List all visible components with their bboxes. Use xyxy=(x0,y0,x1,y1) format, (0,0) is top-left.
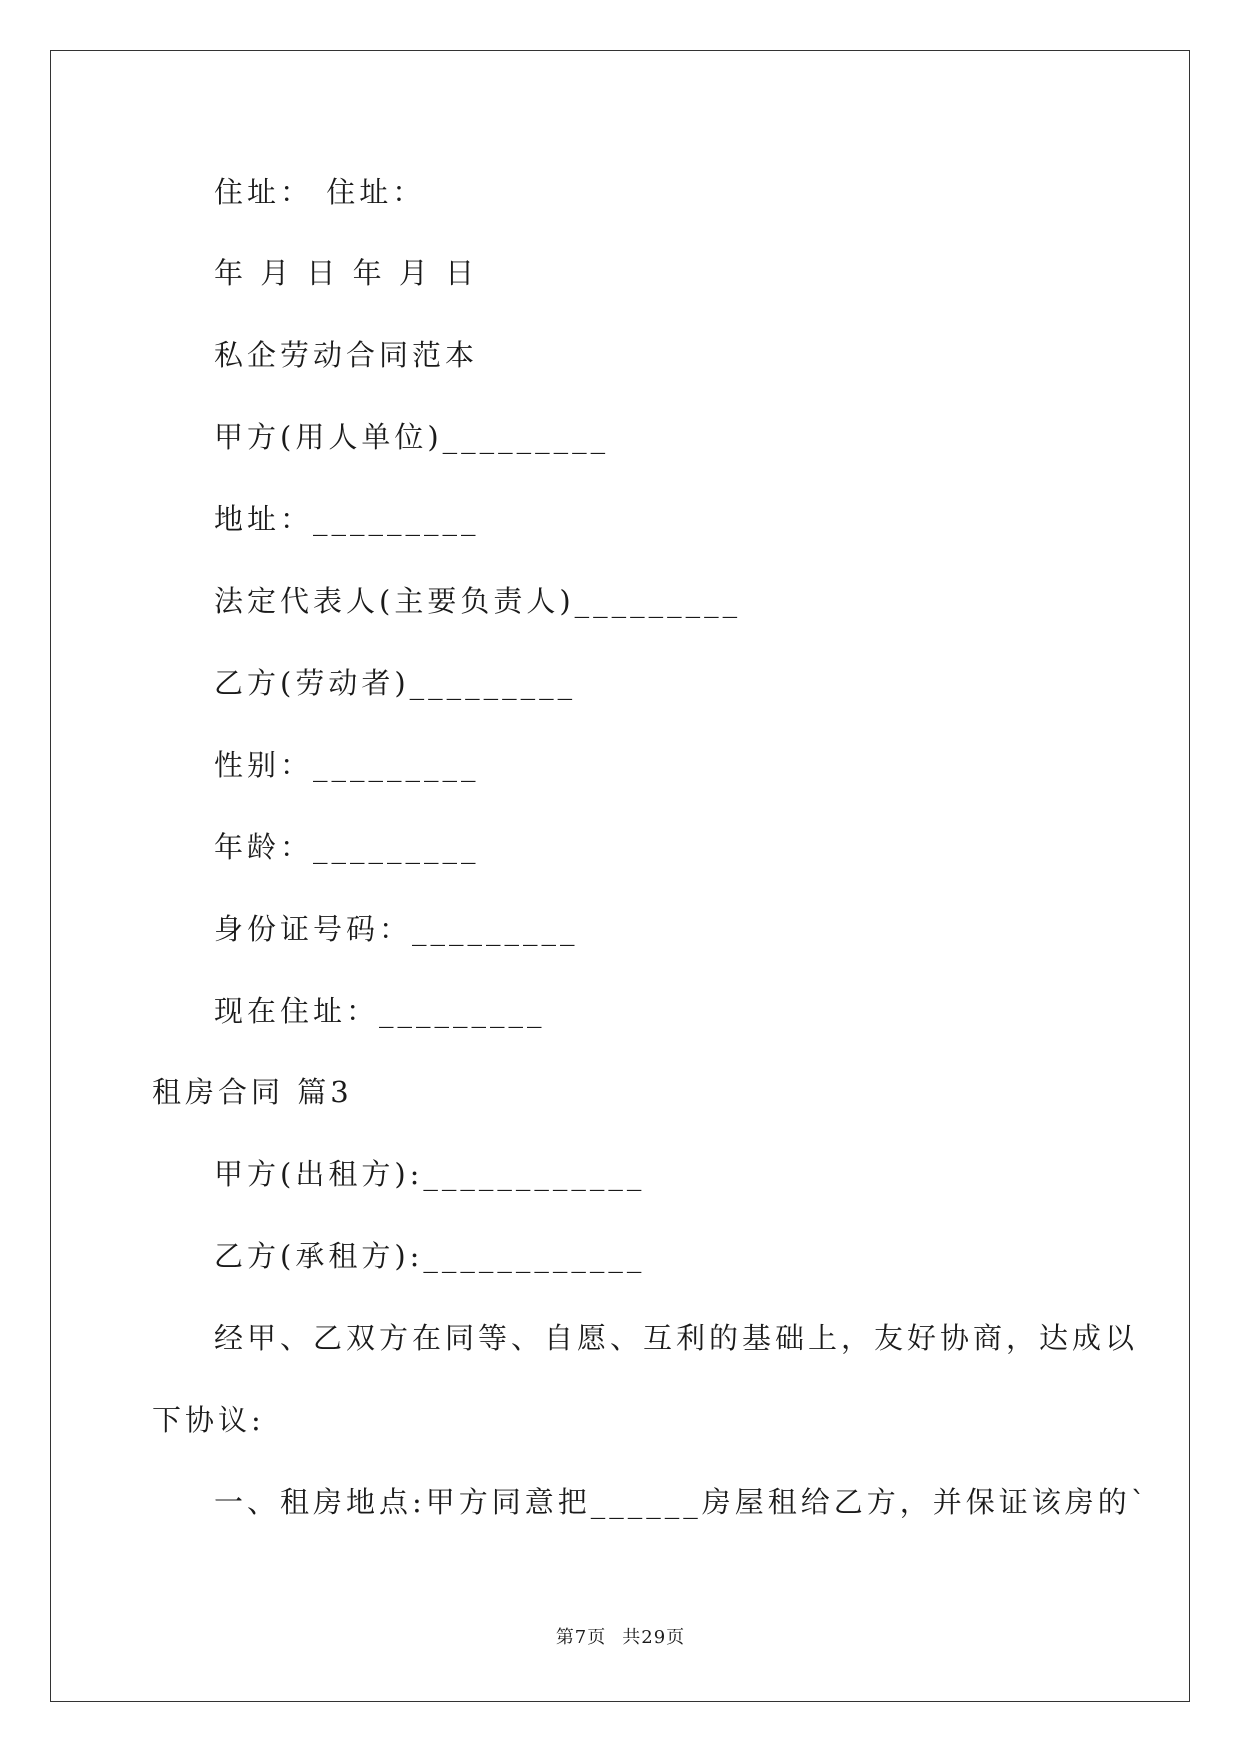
page-total: 共29页 xyxy=(622,1627,686,1648)
section-title-labor-contract: 私企劳动合同范本 xyxy=(214,338,479,372)
party-b-employee-field: 乙方(劳动者)_________ xyxy=(214,666,577,700)
party-a-employer-field: 甲方(用人单位)_________ xyxy=(214,420,610,454)
section-title-rental-contract: 租房合同 篇3 xyxy=(152,1075,353,1109)
gender-field: 性别：_________ xyxy=(214,748,480,782)
age-field: 年龄：_________ xyxy=(214,830,480,864)
page-number: 第7页 xyxy=(555,1627,607,1648)
employer-address-field: 地址：_________ xyxy=(214,502,480,536)
party-b-tenant-field: 乙方(承租方):____________ xyxy=(214,1239,646,1273)
party-a-landlord-field: 甲方(出租方):____________ xyxy=(214,1157,646,1191)
address-line: 住址： 住址： xyxy=(214,175,426,209)
current-address-field: 现在住址：_________ xyxy=(214,994,546,1028)
date-line: 年 月 日 年 月 日 xyxy=(214,256,479,290)
page-border xyxy=(50,50,1190,1702)
id-number-field: 身份证号码：_________ xyxy=(214,912,579,946)
legal-representative-field: 法定代表人(主要负责人)_________ xyxy=(214,584,742,618)
page-footer xyxy=(0,1623,1241,1649)
agreement-paragraph-line-1: 经甲、乙双方在同等、自愿、互利的基础上，友好协商，达成以 xyxy=(214,1321,1139,1355)
clause-1-rental-location: 一、租房地点:甲方同意把______房屋租给乙方，并保证该房的` xyxy=(214,1485,1150,1519)
agreement-paragraph-line-2: 下协议: xyxy=(152,1403,265,1437)
